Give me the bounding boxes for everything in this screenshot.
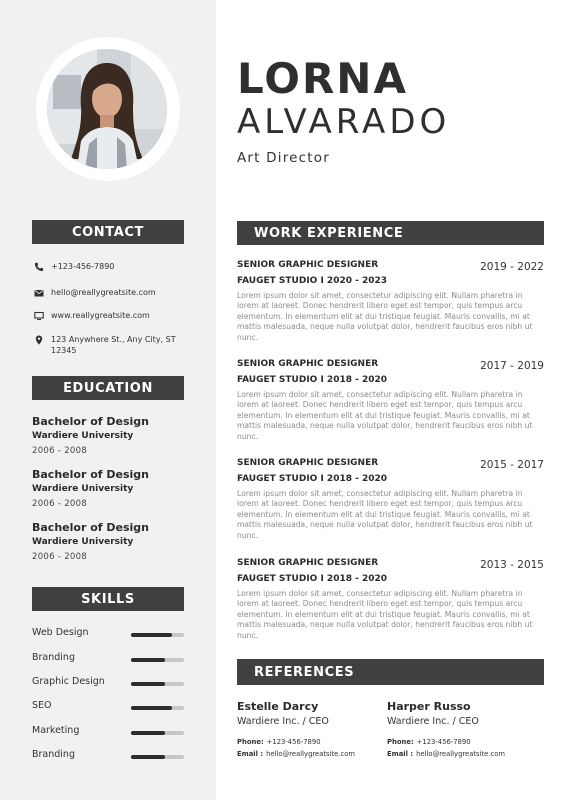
reference-phone: +123-456-7890	[266, 738, 321, 746]
skill-name: Marketing	[32, 725, 80, 736]
map-pin-icon	[34, 335, 44, 345]
work-description: Lorem ipsum dolor sit amet, consectetur adipiscing elit. Nullam pharetra in lorem at laoreet. Donec hendrerit libero eget est tempor, quis tempus arcu elementum. In elementum elit at dui tristique feugiat. Mauris convallis, mi at mattis malesuada, neque nulla volutpat dolor, hendrerit faucibus eros nibh ut nunc.	[237, 390, 533, 441]
skill-item	[32, 699, 184, 713]
education-degree: Bachelor of Design	[32, 468, 149, 481]
skill-item	[32, 724, 184, 738]
last-name: ALVARADO	[237, 102, 451, 142]
work-company: FAUGET STUDIO I 2020 - 2023	[237, 276, 388, 286]
skills-header: SKILLS	[32, 587, 184, 611]
work-description: Lorem ipsum dolor sit amet, consectetur adipiscing elit. Nullam pharetra in lorem at laoreet. Donec hendrerit libero eget est tempor, quis tempus arcu elementum. In elementum elit at dui tristique feugiat. Mauris convallis, mi at mattis malesuada, neque nulla volutpat dolor, hendrerit faucibus eros nibh ut nunc.	[237, 291, 533, 342]
education-degree: Bachelor of Design	[32, 521, 149, 534]
skill-item	[32, 651, 184, 665]
skill-name: SEO	[32, 700, 52, 711]
references-header: REFERENCES	[237, 659, 544, 685]
work-years: 2013 - 2015	[480, 559, 544, 571]
reference-phone-label: Phone:	[237, 738, 264, 746]
work-description: Lorem ipsum dolor sit amet, consectetur adipiscing elit. Nullam pharetra in lorem at laoreet. Donec hendrerit libero eget est tempor, quis tempus arcu elementum. In elementum elit at dui tristique feugiat. Mauris convallis, mi at mattis malesuada, neque nulla volutpat dolor, hendrerit faucibus eros nibh ut nunc.	[237, 589, 533, 640]
monitor-icon	[34, 311, 44, 321]
work-company: FAUGET STUDIO I 2018 - 2020	[237, 375, 388, 385]
skill-item	[32, 748, 184, 762]
reference-phone-line	[387, 737, 547, 747]
reference-name: Estelle Darcy	[237, 700, 319, 713]
skill-bar-fill	[131, 755, 165, 759]
work-item	[237, 358, 544, 442]
reference-email[interactable]: hello@reallygreatsite.com	[266, 750, 355, 758]
work-years: 2019 - 2022	[480, 261, 544, 273]
education-header: EDUCATION	[32, 376, 184, 400]
work-company: FAUGET STUDIO I 2018 - 2020	[237, 474, 388, 484]
contact-email-text[interactable]: hello@reallygreatsite.com	[51, 288, 156, 297]
skill-bar	[131, 706, 184, 710]
skill-bar	[131, 731, 184, 735]
first-name: LORNA	[237, 54, 408, 103]
contact-phone	[34, 261, 186, 272]
reference-name: Harper Russo	[387, 700, 471, 713]
profile-photo	[47, 49, 167, 169]
education-years: 2006 - 2008	[32, 499, 88, 509]
skill-name: Branding	[32, 749, 75, 760]
contact-phone-text: +123-456-7890	[51, 262, 115, 271]
reference-email-label: Email :	[237, 750, 264, 758]
job-title: Art Director	[237, 150, 331, 166]
education-item	[32, 521, 192, 563]
skill-bar-fill	[131, 731, 165, 735]
reference-email[interactable]: hello@reallygreatsite.com	[416, 750, 505, 758]
skill-bar	[131, 633, 184, 637]
work-item	[237, 259, 544, 343]
skill-bar-fill	[131, 706, 172, 710]
contact-email	[34, 287, 186, 298]
education-years: 2006 - 2008	[32, 552, 88, 562]
work-years: 2015 - 2017	[480, 459, 544, 471]
phone-icon	[34, 262, 44, 272]
reference-position: Wardiere Inc. / CEO	[387, 716, 479, 727]
contact-address	[34, 334, 186, 356]
education-school: Wardiere University	[32, 484, 134, 494]
reference-email-label: Email :	[387, 750, 414, 758]
reference-item	[387, 700, 547, 759]
work-company: FAUGET STUDIO I 2018 - 2020	[237, 574, 388, 584]
education-item	[32, 415, 192, 457]
skill-bar	[131, 658, 184, 662]
work-title: SENIOR GRAPHIC DESIGNER	[237, 558, 379, 568]
skill-bar-fill	[131, 633, 172, 637]
work-title: SENIOR GRAPHIC DESIGNER	[237, 359, 379, 369]
work-title: SENIOR GRAPHIC DESIGNER	[237, 260, 379, 270]
work-title: SENIOR GRAPHIC DESIGNER	[237, 458, 379, 468]
work-description: Lorem ipsum dolor sit amet, consectetur adipiscing elit. Nullam pharetra in lorem at laoreet. Donec hendrerit libero eget est tempor, quis tempus arcu elementum. In elementum elit at dui tristique feugiat. Mauris convallis, mi at mattis malesuada, neque nulla volutpat dolor, hendrerit faucibus eros nibh ut nunc.	[237, 489, 533, 540]
reference-item	[237, 700, 397, 759]
work-years: 2017 - 2019	[480, 360, 544, 372]
education-school: Wardiere University	[32, 537, 134, 547]
reference-phone: +123-456-7890	[416, 738, 471, 746]
reference-email-line	[387, 749, 547, 759]
education-item	[32, 468, 192, 510]
envelope-icon	[34, 288, 44, 298]
skill-bar-fill	[131, 658, 165, 662]
skill-bar	[131, 755, 184, 759]
education-years: 2006 - 2008	[32, 446, 88, 456]
reference-email-line	[237, 749, 397, 759]
education-school: Wardiere University	[32, 431, 134, 441]
contact-address-text: 123 Anywhere St., Any City, ST 12345	[51, 335, 176, 355]
contact-header: CONTACT	[32, 220, 184, 244]
reference-phone-line	[237, 737, 397, 747]
skill-bar-fill	[131, 682, 165, 686]
reference-position: Wardiere Inc. / CEO	[237, 716, 329, 727]
education-degree: Bachelor of Design	[32, 415, 149, 428]
skill-name: Web Design	[32, 627, 89, 638]
reference-phone-label: Phone:	[387, 738, 414, 746]
work-item	[237, 457, 544, 541]
skill-item	[32, 675, 184, 689]
work-item	[237, 557, 544, 641]
contact-website	[34, 310, 186, 321]
contact-website-text[interactable]: www.reallygreatsite.com	[51, 311, 150, 320]
skill-bar	[131, 682, 184, 686]
skill-item	[32, 626, 184, 640]
skill-name: Branding	[32, 652, 75, 663]
work-experience-header: WORK EXPERIENCE	[237, 221, 544, 245]
skill-name: Graphic Design	[32, 676, 105, 687]
